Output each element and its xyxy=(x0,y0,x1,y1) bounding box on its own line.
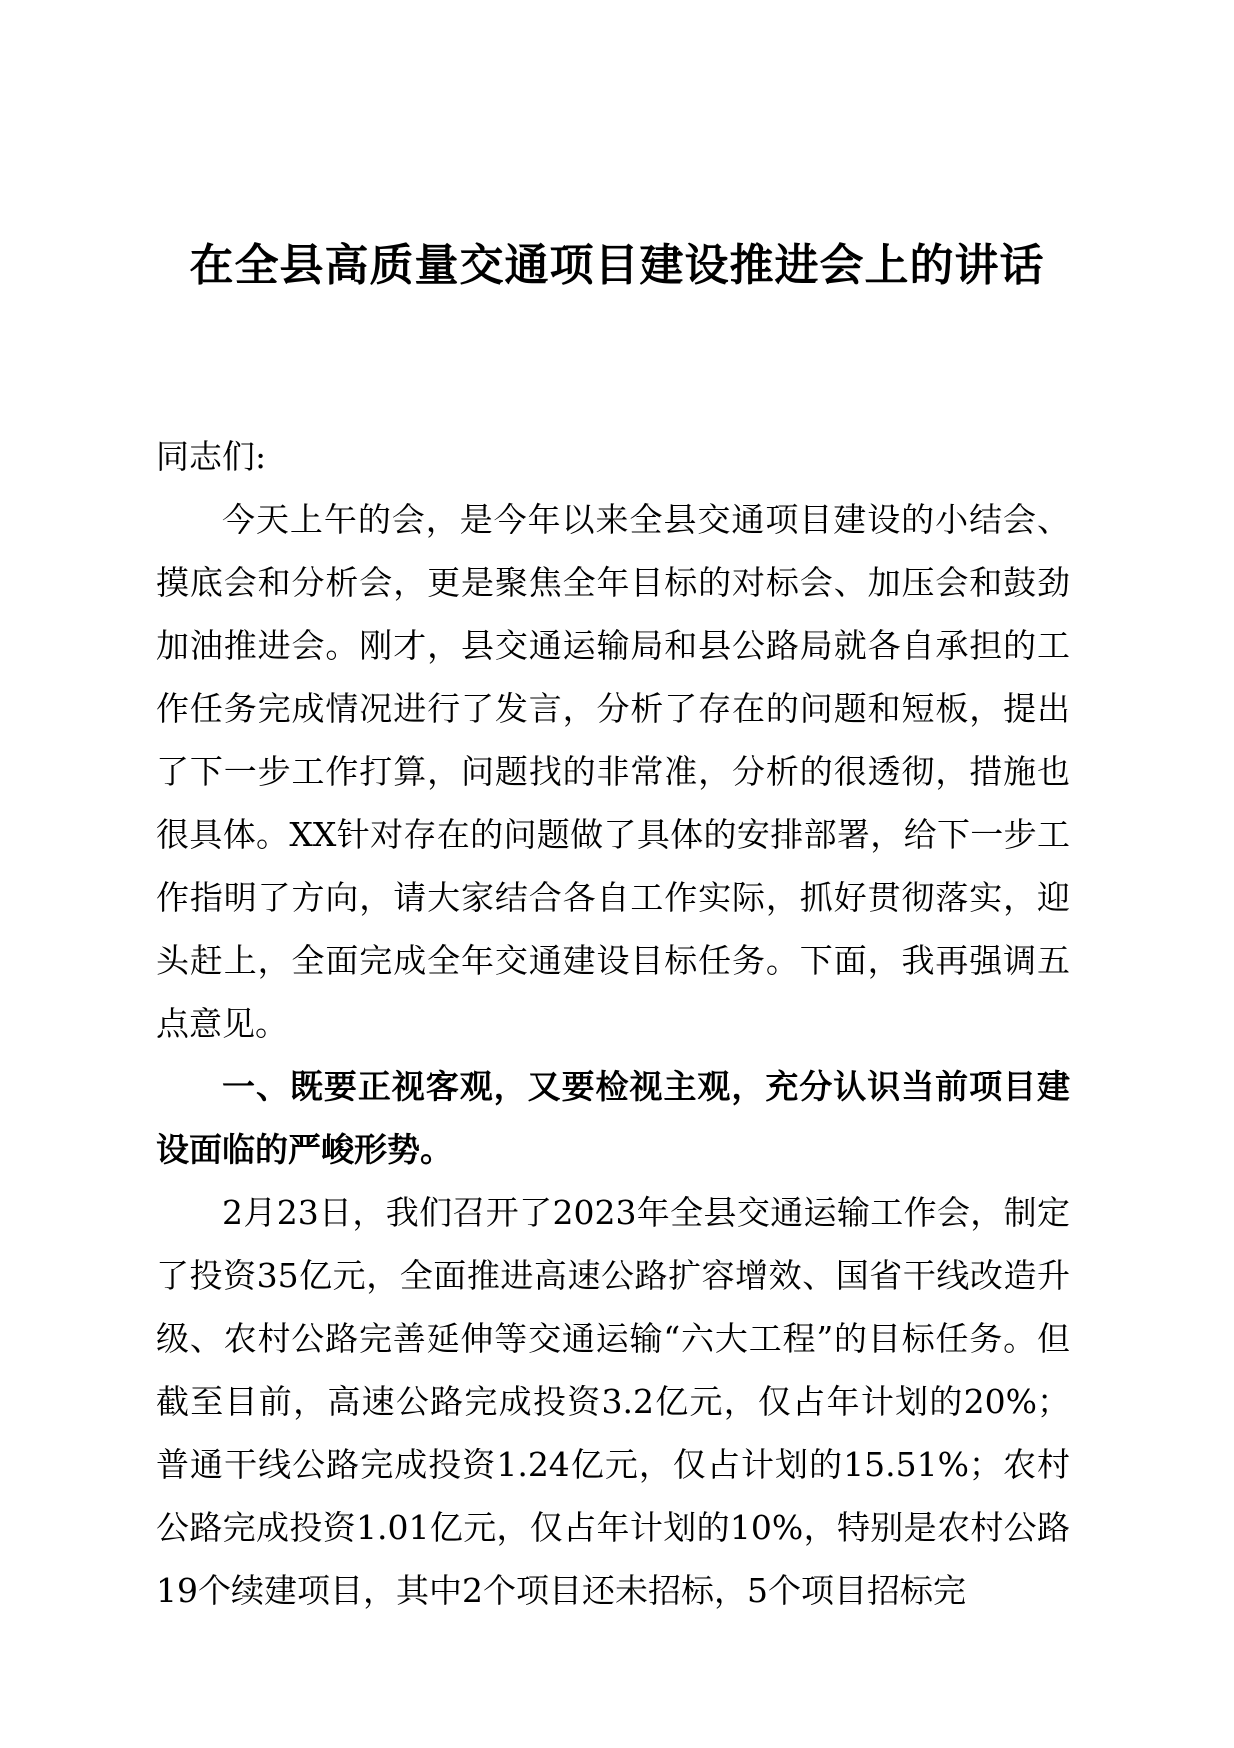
document-title: 在全县高质量交通项目建设推进会上的讲话 xyxy=(189,240,1045,291)
paragraph-intro: 今天上午的会，是今年以来全县交通项目建设的小结会、摸底会和分析会，更是聚焦全年目标的对标会、加压会和鼓劲加油推进会。刚才，县交通运输局和县公路局就各自承担的工作任务完成情况进行了发言，分析了存在的问题和短板，提出了下一步工作打算，问题找的非常准，分析的很透彻，措施也很具体。XX针对存在的问题做了具体的安排部署，给下一步工作指明了方向，请大家结合各自工作实际，抓好贯彻落实，迎头赶上，全面完成全年交通建设目标任务。下面，我再强调五点意见。 xyxy=(156,500,1070,1043)
document-body xyxy=(156,425,1070,1622)
paragraph-situation: 2月23日，我们召开了2023年全县交通运输工作会，制定了投资35亿元，全面推进高速公路扩容增效、国省干线改造升级、农村公路完善延伸等交通运输“六大工程”的目标任务。但截至目前，高速公路完成投资3.2亿元，仅占年计划的20%；普通干线公路完成投资1.24亿元，仅占计划的15.51%；农村公路完成投资1.01亿元，仅占年计划的10%，特别是农村公路19个续建项目，其中2个项目还未招标，5个项目招标完 xyxy=(156,1193,1070,1610)
section-heading-1: 一、既要正视客观，又要检视主观，充分认识当前项目建设面临的严峻形势。 xyxy=(156,1067,1070,1169)
salutation: 同志们: xyxy=(156,437,267,476)
